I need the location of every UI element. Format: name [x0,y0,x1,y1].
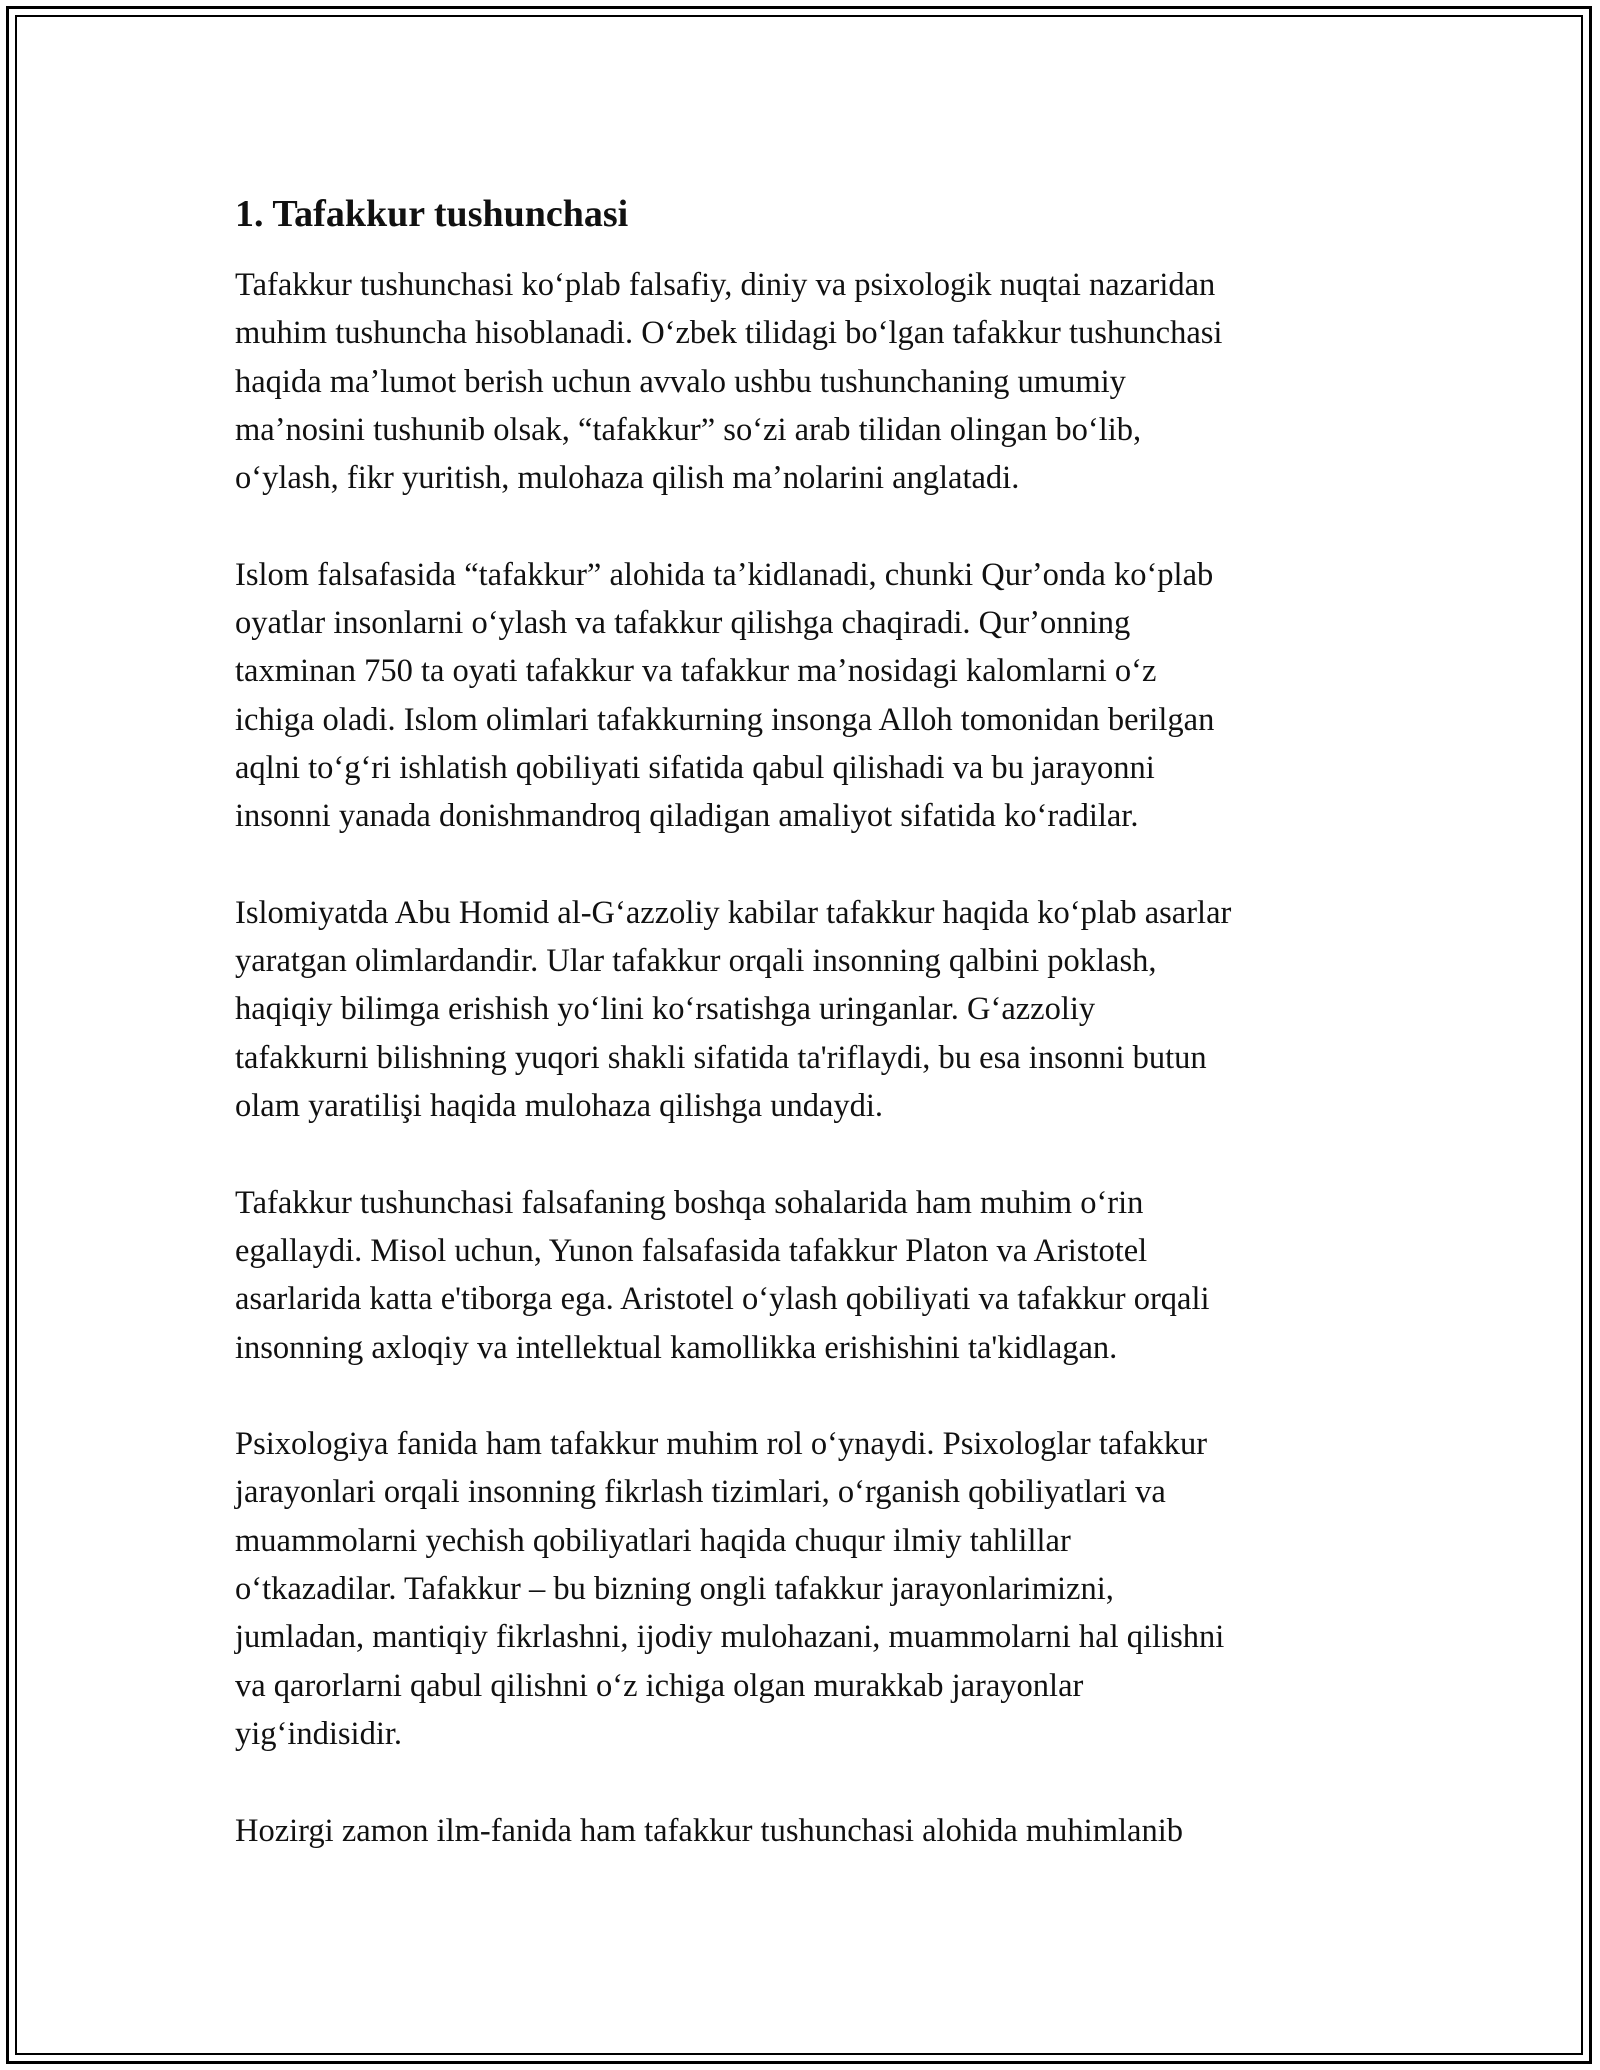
text-line: haqida maʼlumot berish uchun avvalo ushbu tushunchaning umumiy [235,363,1126,400]
section-heading: 1. Tafakkur tushunchasi [235,193,629,235]
text-line: oʻtkazadilar. Tafakkur – bu bizning ongli tafakkur jarayonlarimizni, [235,1571,1114,1608]
text-line: yaratgan olimlardandir. Ular tafakkur orqali insonning qalbini poklash, [235,943,1157,980]
text-line: insonni yanada donishmandroq qiladigan amaliyot sifatida koʻradilar. [235,798,1139,835]
text-line: muhim tushuncha hisoblanadi. Oʻzbek tilidagi boʻlgan tafakkur tushunchasi [235,315,1223,352]
paragraph-islamic-philosophy [235,551,1370,841]
text-line: olam yaratilişi haqida mulohaza qilishga undaydi. [235,1088,884,1125]
paragraph-greek-philosophy [235,1179,1370,1372]
text-line: aqlni toʻgʻri ishlatish qobiliyati sifatida qabul qilishadi va bu jarayonni [235,749,1155,786]
text-line: taxminan 750 ta oyati tafakkur va tafakkur maʼnosidagi kalomlarni oʻz [235,653,1157,690]
text-line: ichiga oladi. Islom olimlari tafakkurning insonga Alloh tomonidan berilgan [235,701,1215,738]
text-line: insonning axloqiy va intellektual kamollikka erishishini ta'kidlagan. [235,1329,1118,1366]
text-line: haqiqiy bilimga erishish yoʻlini koʻrsatishga uringanlar. Gʻazzoliy [235,991,1096,1028]
text-line: maʼnosini tushunib olsak, “tafakkur” soʻzi arab tilidan olingan boʻlib, [235,411,1142,448]
text-line: jarayonlari orqali insonning fikrlash tizimlari, oʻrganish qobiliyatlari va [235,1474,1166,1511]
text-line: Islomiyatda Abu Homid al-Gʻazzoliy kabilar tafakkur haqida koʻplab asarlar [235,894,1232,931]
text-line: Tafakkur tushunchasi koʻplab falsafiy, diniy va psixologik nuqtai nazaridan [235,267,1216,303]
document-body [235,185,1370,1903]
text-line: Islom falsafasida “tafakkur” alohida taʼkidlanadi, chunki Qurʼonda koʻplab [235,556,1214,593]
text-line: oʻylash, fikr yuritish, mulohaza qilish maʼnolarini anglatadi. [235,460,1020,497]
text-line: oyatlar insonlarni oʻylash va tafakkur qilishga chaqiradi. Qurʼonning [235,605,1131,642]
text-line: va qarorlarni qabul qilishni oʻz ichiga olgan murakkab jarayonlar [235,1667,1084,1704]
paragraph-psychology [235,1420,1370,1758]
text-line: jumladan, mantiqiy fikrlashni, ijodiy mulohazani, muammolarni hal qilishni [235,1619,1225,1656]
text-line: asarlarida katta e'tiborga ega. Aristotel oʻylash qobiliyati va tafakkur orqali [235,1281,1210,1318]
text-line: Psixologiya fanida ham tafakkur muhim rol oʻynaydi. Psixologlar tafakkur [235,1426,1208,1463]
text-line: Tafakkur tushunchasi falsafaning boshqa sohalarida ham muhim oʻrin [235,1184,1144,1221]
paragraph-intro [235,261,1370,502]
text-line: tafakkurni bilishning yuqori shakli sifatida ta'riflaydi, bu esa insonni butun [235,1039,1207,1076]
text-line: Hozirgi zamon ilm-fanida ham tafakkur tushunchasi alohida muhimlanib [235,1812,1183,1849]
paragraph-ghazali [235,889,1370,1130]
text-line: muammolarni yechish qobiliyatlari haqida chuqur ilmiy tahlillar [235,1522,1071,1559]
text-line: yigʻindisidir. [235,1715,403,1752]
text-line: egallaydi. Misol uchun, Yunon falsafasida tafakkur Platon va Aristotel [235,1232,1148,1269]
paragraph-modern-science [235,1807,1370,1855]
